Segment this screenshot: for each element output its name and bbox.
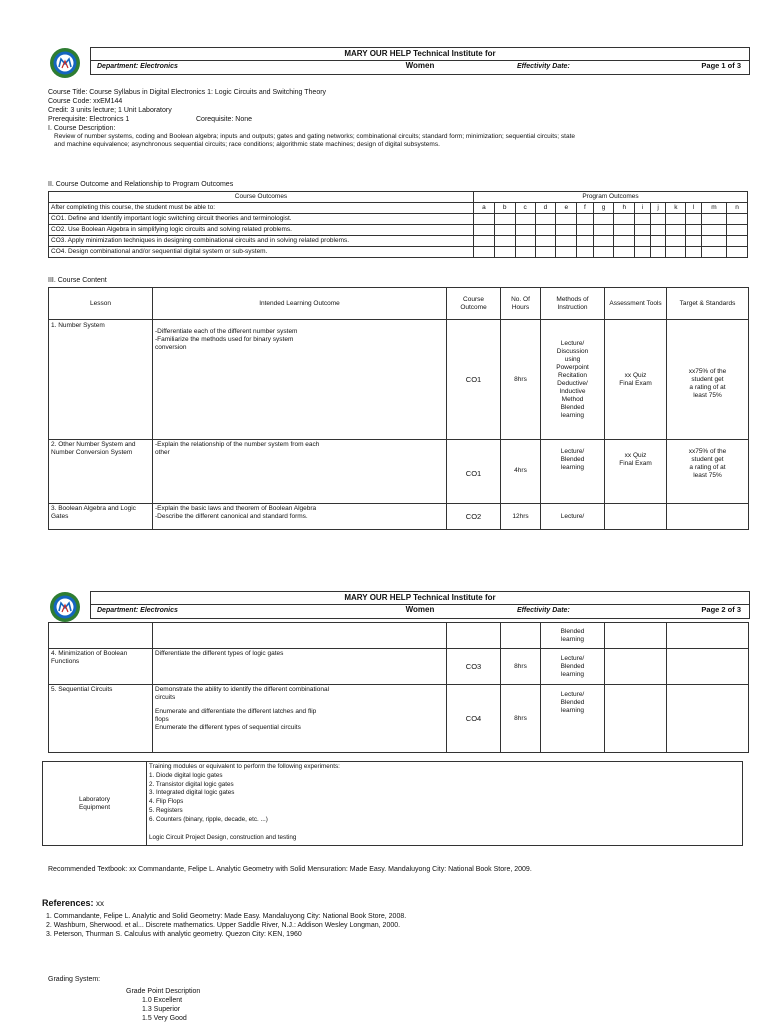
grading-list bbox=[126, 987, 200, 1023]
ilo-cell bbox=[153, 685, 447, 753]
po-letter: h bbox=[614, 203, 635, 214]
institute-name: MARY OUR HELP Technical Institute for bbox=[344, 49, 496, 58]
content-table bbox=[48, 287, 749, 530]
school-logo-icon bbox=[48, 47, 82, 79]
po-letter: g bbox=[593, 203, 614, 214]
course-outcomes-header: Course Outcomes bbox=[49, 192, 474, 203]
references-list bbox=[46, 912, 746, 939]
method-line: learning bbox=[560, 411, 585, 419]
ilo-line: -Differentiate each of the different number system bbox=[155, 328, 298, 335]
lab-item: Logic Circuit Project Design, construction and testing bbox=[149, 833, 297, 841]
method-line: Lecture/ bbox=[560, 691, 585, 698]
ilo-line: -Explain the basic laws and theorem of Boolean Algebra bbox=[155, 505, 317, 512]
content-row bbox=[49, 320, 749, 440]
method-line: Blended bbox=[560, 456, 585, 463]
references-label: References: bbox=[42, 898, 94, 908]
target-line: xx75% of the bbox=[688, 368, 727, 375]
content-row bbox=[49, 685, 749, 753]
ilo-line: -Explain the relationship of the number system from each bbox=[155, 441, 320, 448]
lesson-line: 2. Other Number System and bbox=[51, 441, 136, 448]
references-heading bbox=[42, 898, 104, 908]
col-target: Target & Standards bbox=[667, 288, 749, 320]
target-line: a rating of at bbox=[689, 384, 726, 391]
lab-item: Training modules or equivalent to perform the following experiments: bbox=[149, 763, 340, 770]
method-line: Lecture/ bbox=[560, 654, 585, 662]
effectivity-date-label: Effectivity Date: bbox=[517, 607, 570, 614]
outcome-row: CO4. Design combinational and/or sequential digital system or sub-system. bbox=[49, 247, 474, 258]
method-line: learning bbox=[560, 670, 585, 678]
lesson-cell: 1. Number System bbox=[49, 320, 153, 440]
po-letter: m bbox=[701, 203, 726, 214]
ilo-line: -Familiarize the methods used for binary system bbox=[155, 336, 294, 343]
method-line: Discussion bbox=[556, 347, 589, 355]
lesson-cell bbox=[49, 440, 153, 504]
reference-item: 1. Commandante, Felipe L. Analytic and Solid Geometry: Made Easy. Mandaluyong City: National Book Store, 2008. bbox=[46, 913, 407, 920]
methods-cell bbox=[541, 623, 605, 649]
col-methods: Methods of Instruction bbox=[541, 288, 605, 320]
po-letter: b bbox=[494, 203, 515, 214]
po-letter: l bbox=[686, 203, 702, 214]
corequisite: Corequisite: None bbox=[196, 116, 253, 123]
method-line: Blended bbox=[560, 403, 585, 411]
co-cell: CO1 bbox=[447, 440, 501, 504]
outcomes-table bbox=[48, 191, 748, 258]
ilo-line: Enumerate the different types of sequential circuits bbox=[155, 724, 301, 731]
tool-line: Final Exam bbox=[619, 460, 652, 467]
lab-item: 3. Integrated digital logic gates bbox=[149, 789, 235, 797]
lab-items-cell bbox=[147, 762, 743, 846]
lesson-line: Functions bbox=[51, 658, 80, 665]
method-line: Powerpoint bbox=[556, 363, 589, 371]
course-title: Course Title: Course Syllabus in Digital Electronics 1: Logic Circuits and Switching Theory bbox=[48, 89, 327, 96]
description-heading: I. Course Description: bbox=[48, 125, 116, 132]
target-line: least 75% bbox=[693, 392, 722, 399]
ilo-cell: Differentiate the different types of logic gates bbox=[153, 649, 447, 685]
description-line1: Review of number systems, coding and Boolean algebra; inputs and outputs; gates and gating networks; combinational circuits; standard form; minimization; sequential circuits; state bbox=[54, 133, 575, 140]
target-cell bbox=[667, 440, 749, 504]
target-line: xx75% of the bbox=[688, 448, 727, 455]
hours-cell: 12hrs bbox=[501, 504, 541, 530]
outcomes-heading: II. Course Outcome and Relationship to Program Outcomes bbox=[48, 181, 234, 188]
course-code: Course Code: xxEM144 bbox=[48, 98, 123, 105]
outcome-row: CO2. Use Boolean Algebra in simplifying logic circuits and solving related problems. bbox=[49, 225, 474, 236]
method-line: learning bbox=[560, 707, 585, 714]
co-cell: CO3 bbox=[447, 649, 501, 685]
method-line: Recitation bbox=[558, 371, 587, 379]
target-line: student get bbox=[691, 456, 724, 463]
lesson-cell: 5. Sequential Circuits bbox=[49, 685, 153, 753]
method-line: Lecture/ bbox=[560, 339, 585, 347]
tools-cell bbox=[605, 440, 667, 504]
content-table-continued bbox=[48, 622, 749, 753]
ilo-line: flops bbox=[155, 716, 169, 723]
method-line: Blended bbox=[560, 699, 585, 706]
tools-cell bbox=[605, 320, 667, 440]
ilo-line: -Describe the different canonical and standard forms. bbox=[155, 513, 308, 520]
lesson-cell bbox=[49, 649, 153, 685]
method-line: using bbox=[564, 355, 581, 363]
po-letter: d bbox=[535, 203, 556, 214]
institute-name: MARY OUR HELP Technical Institute for bbox=[344, 593, 496, 602]
col-tools: Assessment Tools bbox=[605, 288, 667, 320]
target-line: least 75% bbox=[693, 472, 722, 479]
tool-line: xx Quiz bbox=[624, 452, 647, 459]
header-box bbox=[90, 47, 750, 75]
tool-line: Final Exam bbox=[619, 380, 652, 387]
method-line: Method bbox=[561, 395, 584, 403]
prerequisite: Prerequisite: Electronics 1 bbox=[48, 116, 130, 123]
ilo-line: other bbox=[155, 449, 170, 456]
grade-item: 1.3 Superior bbox=[142, 1006, 181, 1013]
institute-name-line2: Women bbox=[405, 61, 435, 70]
header-box bbox=[90, 591, 750, 619]
lab-label: Equipment bbox=[78, 803, 111, 811]
page1-header bbox=[48, 47, 748, 79]
lab-label: Laboratory bbox=[78, 795, 111, 803]
col-lesson: Lesson bbox=[49, 288, 153, 320]
lab-item: 2. Transistor digital logic gates bbox=[149, 780, 234, 788]
reference-item: 3. Peterson, Thurman S. Calculus with analytic geometry. Quezon City: KEN, 1960 bbox=[46, 931, 302, 938]
methods-cell bbox=[541, 649, 605, 685]
ilo-cell bbox=[153, 440, 447, 504]
po-letter: f bbox=[577, 203, 593, 214]
grade-item: 1.5 Very Good bbox=[142, 1015, 187, 1022]
ilo-cell bbox=[153, 320, 447, 440]
lesson-cell bbox=[49, 504, 153, 530]
co-cell: CO2 bbox=[447, 504, 501, 530]
methods-cell bbox=[541, 440, 605, 504]
lab-equipment-table bbox=[42, 761, 743, 846]
content-row bbox=[49, 623, 749, 649]
po-letter: k bbox=[666, 203, 686, 214]
co-cell: CO4 bbox=[447, 685, 501, 753]
page-number: Page 2 of 3 bbox=[701, 605, 741, 614]
outcome-row: CO3. Apply minimization techniques in designing combinational circuits and in solving related problems. bbox=[49, 236, 474, 247]
po-letter: j bbox=[650, 203, 666, 214]
content-row bbox=[49, 504, 749, 530]
lesson-line: Gates bbox=[51, 513, 69, 520]
outcomes-intro: After completing this course, the student must be able to: bbox=[49, 203, 474, 214]
lesson-line: 3. Boolean Algebra and Logic bbox=[51, 505, 136, 512]
lab-item: 1. Diode digital logic gates bbox=[149, 771, 223, 779]
lab-item bbox=[149, 825, 740, 834]
lab-item: 5. Registers bbox=[149, 806, 183, 814]
course-info bbox=[48, 88, 748, 149]
grade-header: Grade Point Description bbox=[126, 988, 201, 995]
ilo-line: Enumerate and differentiate the different latches and flip bbox=[155, 708, 317, 715]
grade-item: 1.0 Excellent bbox=[142, 997, 183, 1004]
col-ilo: Intended Learning Outcome bbox=[153, 288, 447, 320]
methods-cell: Lecture/ bbox=[541, 504, 605, 530]
hours-cell: 4hrs bbox=[501, 440, 541, 504]
lesson-line: Number Conversion System bbox=[51, 449, 133, 456]
lesson-line: 4. Minimization of Boolean bbox=[51, 650, 128, 657]
po-letter: c bbox=[515, 203, 535, 214]
program-outcomes-header: Program Outcomes bbox=[474, 192, 748, 203]
method-line: Blended bbox=[560, 662, 585, 670]
col-course-outcome: Course Outcome bbox=[447, 288, 501, 320]
lab-item: 6. Counters (binary, ripple, decade, etc. ...) bbox=[149, 815, 268, 823]
ilo-line: circuits bbox=[155, 694, 176, 701]
effectivity-date-label: Effectivity Date: bbox=[517, 63, 570, 70]
institute-name-line2: Women bbox=[405, 605, 435, 614]
hours-cell: 8hrs bbox=[501, 649, 541, 685]
method-line: Lecture/ bbox=[560, 448, 585, 455]
department-label: Department: Electronics bbox=[97, 63, 178, 70]
page2-header bbox=[48, 591, 748, 623]
target-line: student get bbox=[691, 376, 724, 383]
method-line: Blended bbox=[560, 627, 585, 635]
col-hours: No. Of Hours bbox=[501, 288, 541, 320]
method-line: learning bbox=[560, 635, 585, 643]
tool-line: xx Quiz bbox=[624, 372, 647, 379]
method-line: Inductive bbox=[559, 387, 586, 395]
page-number: Page 1 of 3 bbox=[701, 61, 741, 70]
reference-item: 2. Washburn, Sherwood. et al... Discrete mathematics. Upper Saddle River, N.J.: Addison Wesley Longman, 2000. bbox=[46, 922, 401, 929]
methods-cell bbox=[541, 320, 605, 440]
target-line: a rating of at bbox=[689, 464, 726, 471]
course-credit: Credit: 3 units lecture; 1 Unit Laboratory bbox=[48, 107, 172, 114]
methods-cell bbox=[541, 685, 605, 753]
references-suffix: xx bbox=[96, 899, 105, 908]
ilo-line: Demonstrate the ability to identify the different combinational bbox=[155, 686, 330, 693]
ilo-line: conversion bbox=[155, 344, 187, 351]
po-letter: i bbox=[635, 203, 651, 214]
co-cell: CO1 bbox=[447, 320, 501, 440]
method-line: Deductive/ bbox=[557, 379, 588, 387]
outcome-row: CO1. Define and Identify important logic switching circuit theories and terminologist. bbox=[49, 214, 474, 225]
content-heading: III. Course Content bbox=[48, 277, 107, 284]
grading-system-label: Grading System: bbox=[48, 976, 101, 983]
content-row bbox=[49, 649, 749, 685]
po-letter: n bbox=[727, 203, 748, 214]
lab-label-cell bbox=[43, 762, 147, 846]
content-row bbox=[49, 440, 749, 504]
po-letter: a bbox=[474, 203, 495, 214]
school-logo-icon bbox=[48, 591, 82, 623]
method-line: learning bbox=[560, 464, 585, 471]
recommended-textbook: Recommended Textbook: xx Commandante, Felipe L. Analytic Geometry with Solid Mensuration: Made Easy. Mandaluyong City: National Book Store, 2009. bbox=[48, 866, 532, 873]
department-label: Department: Electronics bbox=[97, 607, 178, 614]
po-letter: e bbox=[556, 203, 577, 214]
ilo-cell bbox=[153, 504, 447, 530]
target-cell bbox=[667, 320, 749, 440]
hours-cell: 8hrs bbox=[501, 320, 541, 440]
description-line2: and machine equivalence; asynchronous sequential circuits; race conditions; algorithmic state machines; design of digital subsystems. bbox=[54, 141, 440, 148]
hours-cell: 8hrs bbox=[501, 685, 541, 753]
lab-item: 4. Flip Flops bbox=[149, 798, 184, 806]
